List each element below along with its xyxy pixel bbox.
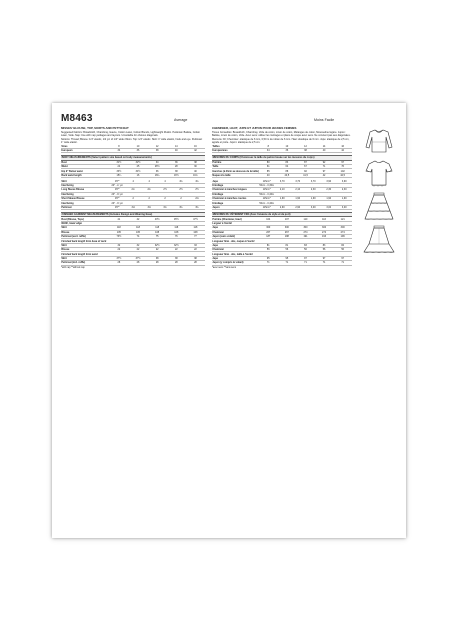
cell-value: 16¾ [186,173,205,177]
cell-value: 22 [186,248,205,252]
cell-value: 41,5 [296,173,315,177]
cell-value: 16¼ [148,173,167,177]
cell-value: 108 [167,230,186,234]
cell-value: 73½ [109,234,128,238]
row-label: Interfacing [61,192,109,196]
row-label: Interfacing [61,183,109,187]
cell-value: 40 [259,173,278,177]
cell-value: 87 [296,161,315,165]
cell-value: 3,90 [336,180,352,184]
row-label: Chemisier [212,248,259,252]
body-measurements-table [61,161,205,179]
cell-value: 28 [167,261,186,265]
cell-value: 56 [278,248,297,252]
cell-value: 38 [148,256,167,260]
cell-value: 2,10 [290,188,306,192]
cell-value: 12 [296,145,315,149]
row-label: Chemisier à manches longues [212,188,259,192]
cell-value: 22 [109,248,128,252]
cell-value: 56 [333,248,352,252]
cell-value: 104 [259,217,278,221]
cell-value: 40 [167,149,186,153]
cell-value: 75 [148,234,167,238]
cell-value: 81 [259,243,278,247]
row-label: Blouse [61,248,109,252]
cell-value: 88 [278,169,297,173]
tissus-conseilles: Tissus Conseillés: Broadcloth, Chambray, Voile de coton, Linon de coton, Mélanges de coton, Mousseline légère. Jupon: Batiste, Linon de coton, Voile. Avec sens: utiliser les métrages et plans de coupe avec sens. Ne convient pas aux diagonales. [212,130,351,137]
cell-value: 47½ [186,217,205,221]
cell-value: 45"* [109,180,125,184]
tiered-skirt-illustration [363,191,395,221]
pattern-number: M8463 [61,113,93,124]
cell-value: 34 [109,149,128,153]
row-label: Taille [212,165,259,169]
english-title: MISSES' BLOUSE, TOP, SKIRTS AND PETTICOAT [61,126,129,130]
cell-value: 3,00 [305,205,321,209]
row-label: Nuque à la taille [212,173,259,177]
cell-value: 56 [259,248,278,252]
cell-value: 2½ [173,188,189,192]
cell-value: 2½ [189,188,205,192]
garment-illustrations [360,127,398,257]
row-label: Poitrine (Chemisier, Haut) [212,217,259,221]
row-label: Finished back length from waist [61,252,205,256]
cell-value: 92 [315,161,334,165]
cell-value: 45"* [109,205,125,209]
difficulty-label-fr: Moins Facile [314,118,335,122]
cell-value: 116 [315,217,334,221]
cell-value: 74 [128,234,147,238]
table-row [212,197,352,201]
cell-value: 40,5 [278,173,297,177]
cell-value: 14 [315,145,334,149]
cell-value: 71 [315,261,334,265]
cell-value: 71 [333,261,352,265]
cell-value: 37½ [128,256,147,260]
cell-value: 85 [259,169,278,173]
row-label: Skirt [61,243,109,247]
cell-value: 97 [333,161,352,165]
cell-value: 193 [315,234,334,238]
cell-value: 56 [296,248,315,252]
size-table [61,145,205,154]
metrage-table [212,180,352,211]
cell-value: 45½ [167,217,186,221]
cell-value: 32½ [148,243,167,247]
cell-value: 187 [259,234,278,238]
row-label: Longueur finie - dos, taille à l'ourlet [212,252,352,256]
cell-value: 300 [259,226,278,230]
row-label: Tailles [212,145,259,149]
cell-value: 118 [167,226,186,230]
cell-value: 4 [141,180,157,184]
cell-value: 42 [128,217,147,221]
cell-value: 4 [125,180,141,184]
row-label: Skirt [61,226,109,230]
cell-value: 97 [315,169,334,173]
cell-value: 105 [128,230,147,234]
table-row [212,173,352,177]
cell-value: 300 [278,226,297,230]
cell-value: 2,90 [274,205,290,209]
cell-value: 267 [278,230,297,234]
row-label: Jupe [212,256,259,260]
row-label: Skirt [61,180,109,184]
cell-value: 107 [278,217,297,221]
cell-value: 97 [333,256,352,260]
row-label: Jupon (y compris le volant) [212,261,259,265]
notions: Notions: Thread; Blouse: 1/4" elastic, 1/2 yd. of 1/4" wide ribbon. Top: 1/4" elastic. Skirt: 1" wide elastic, hook and eye. Petticoat: 1" wide elastic. [61,137,203,144]
row-label: Européennes [212,149,259,153]
cell-value: 20" - ⅜ yd. [109,201,125,205]
cell-value: 300 [333,226,352,230]
cell-value: 41 [109,217,128,221]
row-label: Interfacing [61,201,109,205]
row-label: Jupon [212,205,259,209]
cell-value: 4¼ [173,180,189,184]
cell-value: 56 [315,248,334,252]
cell-value: 71 [296,261,315,265]
row-label: Jupon (sans volant) [212,234,259,238]
cell-value: 20" - ⅜ yd. [109,192,125,196]
nap-footnote: *with nap **without nap [61,267,85,270]
cell-value: 32½ [128,161,147,165]
cell-value: 83 [315,243,334,247]
row-label: Largeur à l'ourlet [212,221,352,225]
french-column [212,127,352,270]
cell-value: 188 [278,234,297,238]
row-label: Bust [61,161,109,165]
cell-value: 14 [167,145,186,149]
cell-value: 108 [186,230,205,234]
cell-value: 38 [186,161,205,165]
cell-value: 16 [186,145,205,149]
row-label: Blouse [61,230,109,234]
cell-value: 31½ [109,161,128,165]
cell-value: 80 [259,161,278,165]
finished-measurements-heading: FINISHED GARMENT MEASUREMENTS (Includes Design and Wearing Ease) [61,212,205,218]
row-label: Hanches (à 23cm au dessous de la taille) [212,169,259,173]
cell-value: 50cm - 0,30m [259,184,275,188]
cell-value: 34½ [128,169,147,173]
cell-value: 2 [125,197,141,201]
cell-value: 115cm* [259,205,275,209]
cell-value: 118 [109,226,128,230]
cell-value: 2⅛ [189,197,205,201]
row-label: Chemisier à manches courtes [212,197,259,201]
row-label: Sizes [61,145,109,149]
table-row [61,173,205,177]
cell-value: 10 [128,145,147,149]
cell-value: 76 [167,234,186,238]
row-label: Poitrine [212,161,259,165]
body-measurements-heading: BODY MEASUREMENTS (Select pattern size based on body measurements) [61,155,205,161]
cell-value: 34 [148,161,167,165]
cell-value: 118 [128,226,147,230]
cell-value: 38 [167,256,186,260]
cell-value: 274 [296,230,315,234]
cell-value: 191 [296,234,315,238]
cell-value: 81 [278,243,297,247]
mesures-vetement-table [212,217,352,265]
mercerie: Mercerie: Fil; Chemisier: élastique de 6 mm, 0,50 m de ruban de 6 mm. Haut: élastique de 6 mm. Jupe: élastique de 2,5 cm, agrafe et porte. Jupon: élastique de 2,5 cm. [212,137,350,144]
cell-value: 16 [333,145,352,149]
cell-value: 42,5 [333,173,352,177]
cell-value: 76 [333,165,352,169]
cell-value: 2,30 [336,188,352,192]
cell-value: 3¼ [173,205,189,209]
cell-value: 32½ [167,243,186,247]
cell-value: 300 [315,226,334,230]
cell-value: 2¼ [141,188,157,192]
cell-value: 4¼ [189,180,205,184]
cell-value: 102 [333,169,352,173]
row-label: Chemisier [212,230,259,234]
cell-value: 36 [167,161,186,165]
cell-value: 37½ [109,256,128,260]
cell-value: 3,90 [321,180,337,184]
table-row [212,149,352,153]
cell-value: 22 [128,248,147,252]
cell-value: 25 [128,165,147,169]
table-row [61,261,205,265]
cell-value: 38 [296,149,315,153]
cell-value: 36 [128,149,147,153]
cell-value: 38 [167,169,186,173]
cell-value: 28 [128,261,147,265]
cell-value: 36 [278,149,297,153]
cell-value: 95 [278,256,297,260]
cell-value: 16½ [167,173,186,177]
pattern-back-sheet [52,103,406,538]
petticoat-illustration [362,224,396,254]
french-title: CHEMISIER, HAUT, JUPE ET JUPON POUR JEUNES FEMMES [212,126,297,130]
suggested-fabrics: Suggested Fabrics: Broadcloth, Chambray, Gauze, Cotton Lawn, Cotton Blends, Lightweight Muslin. Petticoat: Batiste, Cotton Lawn, Voile. Nap: Use with nap yardages and layouts. Unsuitable for obvious diagonals. [61,130,201,137]
tailles-table [212,145,352,154]
row-label: Waist [61,165,109,169]
cell-value: 28 [109,261,128,265]
row-label: Long Sleeve Blouse [61,188,109,192]
cell-value: 3¼ [157,205,173,209]
mesures-corps-table [212,161,352,179]
cell-value: 105 [109,230,128,234]
cell-value: 1,90 [336,197,352,201]
cell-value: 3⅛ [141,205,157,209]
row-label: Back waist length [61,173,109,177]
cell-value: 4 [157,180,173,184]
row-label: Skirt [61,256,109,260]
cell-value: 50cm - 0,40m [259,201,275,205]
row-label: Jupe [212,180,259,184]
sens-footnote: *avec sens **sans sens [212,267,237,270]
cell-value: 50cm - 0,40m [259,192,275,196]
mesures-vetement-heading: MESURES DU VÊTEMENT FINI (Avec l'aisance de style et de port) [212,212,352,218]
cell-value: 64 [278,165,297,169]
table-row [61,149,205,153]
cell-value: 2 [157,197,173,201]
cell-value: 38 [186,256,205,260]
cell-value: 38 [148,149,167,153]
cell-value: 92 [296,169,315,173]
cell-value: 45"* [109,188,125,192]
cell-value: 121 [333,217,352,221]
cell-value: 42 [315,173,334,177]
difficulty-label: Average [174,118,188,122]
cell-value: 97 [315,256,334,260]
cell-value: 43½ [148,217,167,221]
cell-value: 45"* [109,197,125,201]
cell-value: 2½ [157,188,173,192]
cell-value: 2,30 [321,188,337,192]
cell-value: 118 [148,226,167,230]
cell-value: 12 [148,145,167,149]
cell-value: 71 [315,165,334,169]
cell-value: 10 [278,145,297,149]
cell-value: 115cm* [259,180,275,184]
cell-value: 2,30 [305,188,321,192]
blouse-long-sleeve-illustration [364,127,394,155]
cell-value: 118 [186,226,205,230]
cell-value: 108 [148,230,167,234]
cell-value: 1,90 [290,197,306,201]
table-row [61,205,205,209]
cell-value: 3,00 [321,205,337,209]
cell-value: 115cm* [259,197,275,201]
cell-value: 28 [167,165,186,169]
cell-value: 20" - ¼ yd. [109,183,125,187]
row-label: Finished back length from base of neck [61,239,205,243]
cell-value: 71 [259,261,278,265]
finished-measurements-table [61,217,205,265]
row-label: Petticoat [61,205,109,209]
cell-value: 42 [186,149,205,153]
cell-value: 110 [296,217,315,221]
cell-value: 267 [259,230,278,234]
cell-value: 28 [186,261,205,265]
row-label: Jupe [212,243,259,247]
cell-value: 1,90 [321,197,337,201]
row-label: European [61,149,109,153]
table-row [212,205,352,209]
cell-value: 2¼ [125,188,141,192]
blouse-short-sleeve-illustration [364,158,394,188]
row-label: Entoilage [212,192,259,196]
cell-value: 40 [186,169,205,173]
cell-value: 3,00 [336,205,352,209]
cell-value: 40 [315,149,334,153]
row-label: Jupe [212,226,259,230]
cell-value: 1,90 [274,197,290,201]
cell-value: 33½ [109,169,128,173]
cell-value: 22 [167,248,186,252]
cell-value: 2,10 [274,188,290,192]
row-label: Entoilage [212,201,259,205]
cell-value: 61 [259,165,278,169]
cell-value: 3¼ [189,205,205,209]
row-label: Hip 9" Below waist [61,169,109,173]
cell-value: 36 [148,169,167,173]
cell-value: 32 [109,243,128,247]
cell-value: 196 [333,234,352,238]
cell-value: 84 [333,243,352,247]
cell-value: 2 [141,197,157,201]
cell-value: 67 [296,165,315,169]
row-label: Width, lower edge [61,221,205,225]
cell-value: 34 [259,149,278,153]
cell-value: 97 [296,256,315,260]
cell-value: 2,90 [290,205,306,209]
row-label: Short Sleeve Blouse [61,197,109,201]
cell-value: 71 [278,261,297,265]
cell-value: 3⅛ [125,205,141,209]
cell-value: 8 [259,145,278,149]
english-column [61,127,205,270]
cell-value: 274 [333,230,352,234]
cell-value: 83 [278,161,297,165]
mesures-corps-heading: MESURES DU CORPS (Choisissez la taille du patron basée sur les mesures du corps) [212,155,352,161]
cell-value: 28 [148,261,167,265]
cell-value: 24 [109,165,128,169]
cell-value: 22 [148,248,167,252]
cell-value: 115cm* [259,188,275,192]
cell-value: 300 [296,226,315,230]
cell-value: 26½ [148,165,167,169]
cell-value: 274 [315,230,334,234]
cell-value: 1,90 [305,197,321,201]
cell-value: 42 [333,149,352,153]
row-label: Petticoat (incl. ruffle) [61,261,109,265]
row-label: Entoilage [212,183,259,187]
row-label: Petticoat (excl. ruffle) [61,234,109,238]
fabric-yardage-table [61,180,205,211]
row-label: Bust (Blouse, Tops) [61,217,109,221]
cell-value: 3,70 [305,180,321,184]
cell-value: 95 [259,256,278,260]
cell-value: 8 [109,145,128,149]
row-label: Longueur finie - dos, nuque à l'ourlet [212,239,352,243]
table-row [212,261,352,265]
cell-value: 83 [296,243,315,247]
cell-value: 32 [128,243,147,247]
cell-value: 30 [186,165,205,169]
cell-value: 3,70 [274,180,290,184]
cell-value: 16 [128,173,147,177]
cell-value: 2 [173,197,189,201]
cell-value: 15¾ [109,173,128,177]
table-row [212,188,352,192]
cell-value: 3,70 [290,180,306,184]
cell-value: 33 [186,243,205,247]
cell-value: 77 [186,234,205,238]
